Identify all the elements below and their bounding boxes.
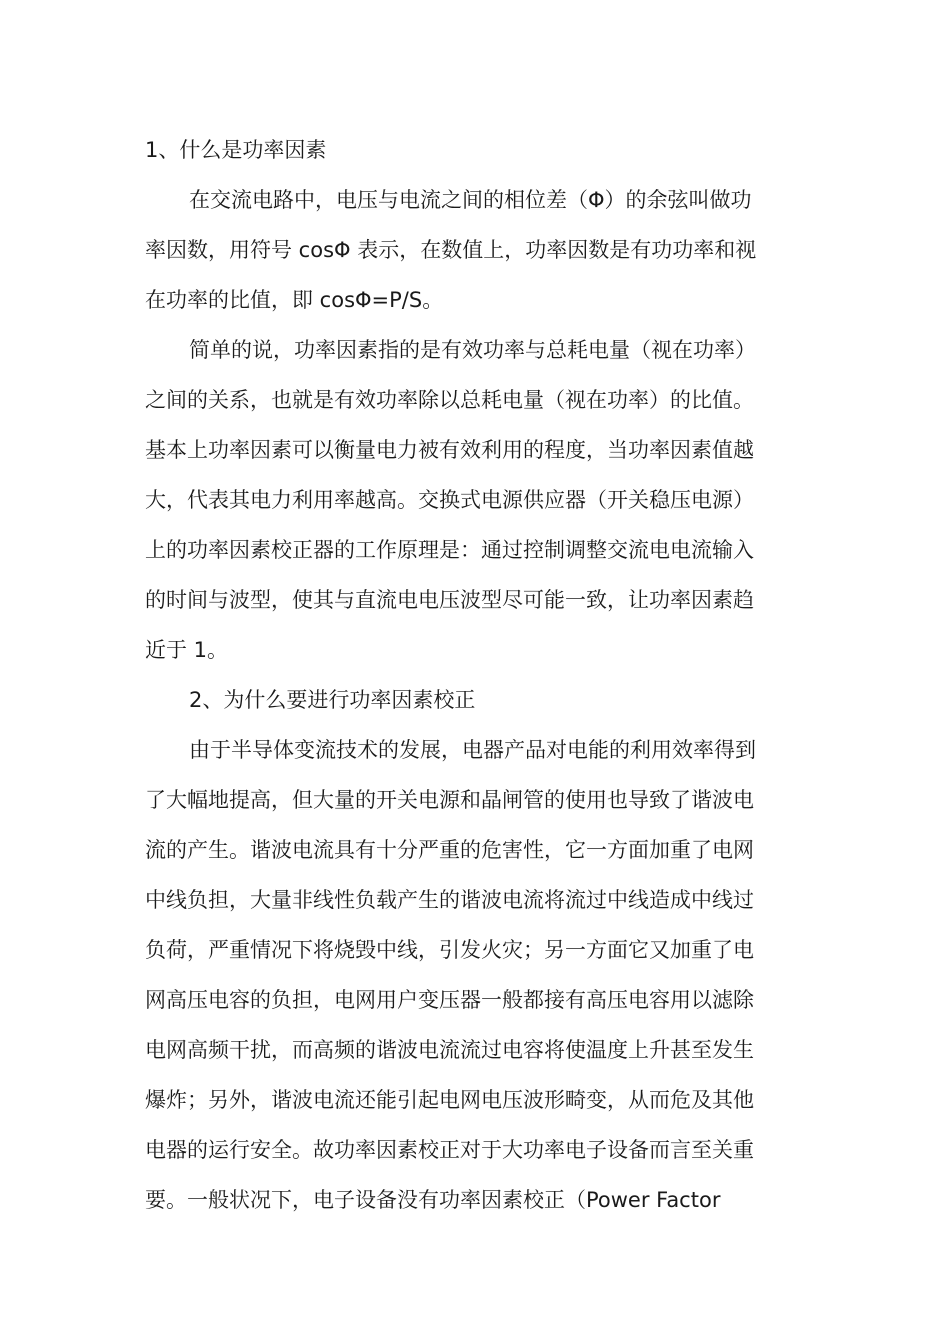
heading-why-power-factor-correction: 2、为什么要进行功率因素校正 [189, 688, 476, 712]
paragraph-line: 网高压电容的负担，电网用户变压器一般都接有高压电容用以滤除 [145, 988, 754, 1012]
paragraph-line: 了大幅地提高，但大量的开关电源和晶闸管的使用也导致了谐波电 [145, 788, 754, 812]
paragraph-line: 之间的关系，也就是有效功率除以总耗电量（视在功率）的比值。 [145, 388, 754, 412]
paragraph-line: 电网高频干扰，而高频的谐波电流流过电容将使温度上升甚至发生 [145, 1038, 754, 1062]
paragraph-line: 负荷，严重情况下将烧毁中线，引发火灾；另一方面它又加重了电 [145, 938, 754, 962]
paragraph-line: 近于 1。 [145, 638, 229, 662]
paragraph-line: 率因数，用符号 cosΦ 表示，在数值上，功率因数是有功功率和视 [145, 238, 757, 262]
paragraph-line: 上的功率因素校正器的工作原理是：通过控制调整交流电电流输入 [145, 538, 754, 562]
paragraph-line: 在交流电路中，电压与电流之间的相位差（Φ）的余弦叫做功 [189, 188, 752, 212]
paragraph-line: 要。一般状况下，电子设备没有功率因素校正（Power Factor [145, 1188, 721, 1212]
paragraph-line: 中线负担，大量非线性负载产生的谐波电流将流过中线造成中线过 [145, 888, 754, 912]
paragraph-line: 简单的说，功率因素指的是有效功率与总耗电量（视在功率） [189, 338, 756, 362]
paragraph-line: 大，代表其电力利用率越高。交换式电源供应器（开关稳压电源） [145, 488, 754, 512]
paragraph-line: 电器的运行安全。故功率因素校正对于大功率电子设备而言至关重 [145, 1138, 754, 1162]
paragraph-line: 流的产生。谐波电流具有十分严重的危害性，它一方面加重了电网 [145, 838, 754, 862]
paragraph-line: 基本上功率因素可以衡量电力被有效利用的程度，当功率因素值越 [145, 438, 754, 462]
document-body [145, 125, 805, 1225]
paragraph-line: 由于半导体变流技术的发展，电器产品对电能的利用效率得到 [189, 738, 756, 762]
paragraph-line: 在功率的比值，即 cosΦ=P/S。 [145, 288, 444, 312]
paragraph-line: 爆炸；另外，谐波电流还能引起电网电压波形畸变，从而危及其他 [145, 1088, 754, 1112]
paragraph-line: 的时间与波型，使其与直流电电压波型尽可能一致，让功率因素趋 [145, 588, 754, 612]
heading-what-is-power-factor: 1、什么是功率因素 [145, 138, 327, 162]
